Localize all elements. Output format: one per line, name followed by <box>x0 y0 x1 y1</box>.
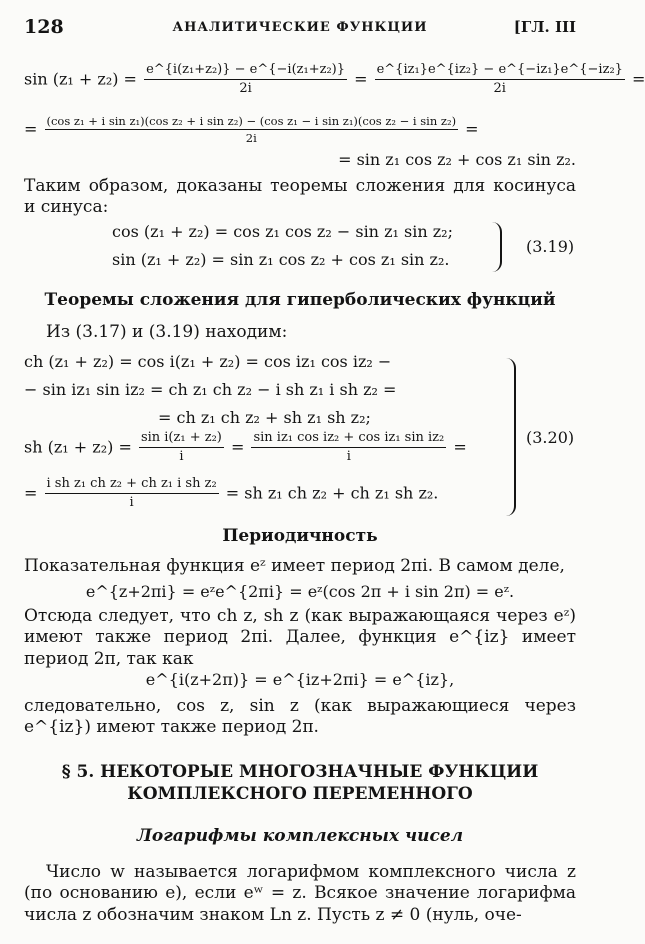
sin-sum-line1 <box>24 62 645 98</box>
chapter-marker: [ГЛ. III <box>513 18 576 36</box>
section-title-line2: КОМПЛЕКСНОГО ПЕРЕМЕННОГО <box>127 784 473 804</box>
equation-number: (3.20) <box>526 428 575 447</box>
equals-sign: = <box>24 483 38 503</box>
paragraph: Из (3.17) и (3.19) находим: <box>46 322 288 342</box>
equation-line <box>24 476 438 512</box>
equation-line: − sin iz₁ sin iz₂ = ch z₁ ch z₂ − i sh z₁ i sh z₂ = <box>24 380 397 399</box>
paragraph: Отсюда следует, что ch z, sh z (как выражающаяся через eᶻ) имеют также период 2πi. Далее, функция e^{iz} имеет период 2π, так как <box>24 606 576 669</box>
paragraph: Таким образом, доказаны теоремы сложения для косинуса и синуса: <box>24 176 576 218</box>
equation-line <box>24 430 467 466</box>
equation-line: = ch z₁ ch z₂ + sh z₁ sh z₂; <box>158 408 371 427</box>
fraction-denominator: 2i <box>239 81 252 97</box>
equals-sign: = <box>453 437 467 457</box>
section-title-line1: § 5. НЕКОТОРЫЕ МНОГОЗНАЧНЫЕ ФУНКЦИИ <box>61 762 539 782</box>
equation-line: ch (z₁ + z₂) = cos i(z₁ + z₂) = cos iz₁ cos iz₂ − <box>24 352 392 371</box>
subheading: Периодичность <box>222 526 378 546</box>
fraction-numerator: sin i(z₁ + z₂) <box>139 430 224 448</box>
fraction-numerator: e^{i(z₁+z₂)} − e^{−i(z₁+z₂)} <box>144 62 347 80</box>
fraction <box>375 62 625 98</box>
equation-line: e^{z+2πi} = eᶻe^{2πi} = eᶻ(cos 2π + i sin 2π) = eᶻ. <box>85 582 515 601</box>
fraction-numerator: (cos z₁ + i sin z₁)(cos z₂ + i sin z₂) − (cos z₁ − i sin z₁)(cos z₂ − i sin z₂) <box>45 114 459 130</box>
right-brace <box>492 222 502 272</box>
fraction <box>139 430 224 466</box>
right-brace <box>506 358 516 516</box>
fraction-numerator: e^{iz₁}e^{iz₂} − e^{−iz₁}e^{−iz₂} <box>375 62 625 80</box>
paragraph: Показательная функция eᶻ имеет период 2πi. В самом деле, <box>24 556 565 576</box>
fraction-denominator: i <box>179 449 184 465</box>
paragraph: Число w называется логарифмом комплексного числа z (по основанию e), если eʷ = z. Всякое значение логарифма числа z обозначим знаком Ln z. Пусть z ≠ 0 (нуль, оче- <box>24 862 576 925</box>
equation-rhs: = sh z₁ ch z₂ + ch z₁ sh z₂. <box>225 483 439 503</box>
running-title: АНАЛИТИЧЕСКИЕ ФУНКЦИИ <box>172 20 428 35</box>
fraction <box>144 62 347 98</box>
fraction-numerator: sin iz₁ cos iz₂ + cos iz₁ sin iz₂ <box>251 430 446 448</box>
fraction <box>251 430 446 466</box>
fraction-numerator: i sh z₁ ch z₂ + ch z₁ i sh z₂ <box>45 476 219 494</box>
equals-sign: = <box>24 119 38 139</box>
equals-sign: = <box>465 119 479 139</box>
fraction-denominator: i <box>346 449 351 465</box>
fraction-denominator: 2i <box>245 131 257 146</box>
page-number: 128 <box>24 16 64 38</box>
equation-number: (3.19) <box>526 237 575 256</box>
fraction <box>45 476 219 512</box>
paragraph: следовательно, cos z, sin z (как выражающиеся через e^{iz}) имеют также период 2π. <box>24 696 576 738</box>
equation-line: cos (z₁ + z₂) = cos z₁ cos z₂ − sin z₁ sin z₂; <box>112 222 453 241</box>
equation-line: sin (z₁ + z₂) = sin z₁ cos z₂ + cos z₁ sin z₂. <box>112 250 450 269</box>
fraction-denominator: i <box>129 495 134 511</box>
subheading: Логарифмы комплексных чисел <box>136 826 464 846</box>
sin-sum-line2 <box>24 114 479 146</box>
running-header <box>24 14 576 42</box>
equals-sign: = <box>632 69 645 89</box>
equation-line: e^{i(z+2π)} = e^{iz+2πi} = e^{iz}, <box>145 670 455 689</box>
equals-sign: = <box>354 69 368 89</box>
sin-sum-lhs: sin (z₁ + z₂) = <box>24 69 137 89</box>
fraction-denominator: 2i <box>493 81 506 97</box>
equals-sign: = <box>230 437 245 457</box>
subheading: Теоремы сложения для гиперболических функций <box>44 290 556 310</box>
fraction <box>45 114 459 146</box>
sh-sum-lhs: sh (z₁ + z₂) = <box>24 437 132 457</box>
sin-sum-result: = sin z₁ cos z₂ + cos z₁ sin z₂. <box>338 150 576 169</box>
